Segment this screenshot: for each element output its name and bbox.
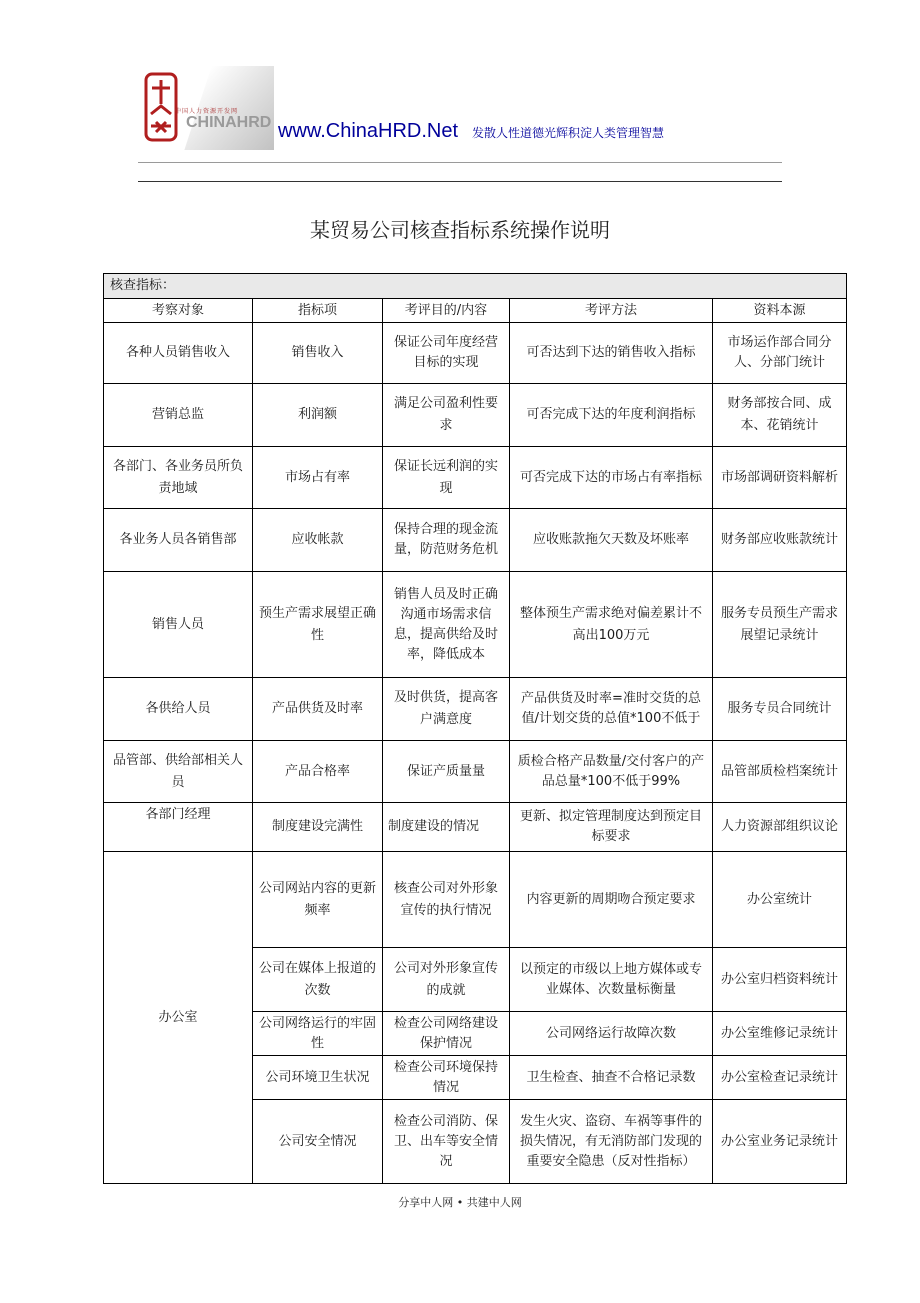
cell-source: 服务专员预生产需求展望记录统计: [713, 572, 847, 678]
cell-source: 市场运作部合同分人、分部门统计: [713, 323, 847, 384]
cell-source: 办公室业务记录统计: [713, 1100, 847, 1184]
cell-purpose: 公司对外形象宣传的成就: [383, 948, 510, 1012]
cell-method: 可否达到下达的销售收入指标: [510, 323, 713, 384]
header-divider-top: [138, 162, 782, 163]
site-url-link[interactable]: www.ChinaHRD.Net: [278, 120, 459, 142]
cell-subject: 各部门经理: [104, 803, 253, 852]
cell-source: 财务部按合同、成本、花销统计: [713, 384, 847, 447]
cell-subject: 各业务人员各销售部: [104, 509, 253, 572]
cell-method: 应收账款拖欠天数及坏账率: [510, 509, 713, 572]
cell-source: 办公室统计: [713, 852, 847, 948]
cell-subject: 各供给人员: [104, 678, 253, 741]
cell-item: 产品供货及时率: [253, 678, 383, 741]
cell-purpose: 检查公司网络建设保护情况: [383, 1012, 510, 1056]
table-row: [104, 678, 847, 741]
cell-item: 公司网络运行的牢固性: [253, 1012, 383, 1056]
table-row: [104, 323, 847, 384]
cell-method: 以预定的市级以上地方媒体或专业媒体、次数量标衡量: [510, 948, 713, 1012]
cell-subject: 销售人员: [104, 572, 253, 678]
cell-source: 人力资源部组织议论: [713, 803, 847, 852]
cell-item: 制度建设完满性: [253, 803, 383, 852]
site-logo: [138, 66, 274, 150]
cell-purpose: 及时供货，提高客户满意度: [383, 678, 510, 741]
cell-method: 卫生检查、抽查不合格记录数: [510, 1056, 713, 1100]
column-header-method: 考评方法: [510, 299, 713, 323]
table-row: [104, 384, 847, 447]
cell-method: 公司网络运行故障次数: [510, 1012, 713, 1056]
cell-purpose: 检查公司消防、保卫、出车等安全情况: [383, 1100, 510, 1184]
page-footer: 分享中人网 • 共建中人网: [398, 1196, 522, 1209]
cell-method: 可否完成下达的年度利润指标: [510, 384, 713, 447]
table-row: [104, 852, 847, 948]
cell-purpose: 保持合理的现金流量，防范财务危机: [383, 509, 510, 572]
cell-purpose: 核查公司对外形象宣传的执行情况: [383, 852, 510, 948]
cell-subject: 营销总监: [104, 384, 253, 447]
cell-source: 财务部应收账款统计: [713, 509, 847, 572]
cell-method: 可否完成下达的市场占有率指标: [510, 447, 713, 509]
cell-item: 公司安全情况: [253, 1100, 383, 1184]
column-header-subject: 考察对象: [104, 299, 253, 323]
table-caption: 核查指标：: [104, 274, 847, 299]
logo-subtitle: 中国人力资源开发网: [175, 108, 239, 115]
cell-item: 市场占有率: [253, 447, 383, 509]
cell-source: 服务专员合同统计: [713, 678, 847, 741]
table-caption-row: [104, 274, 847, 299]
cell-subject: 各种人员销售收入: [104, 323, 253, 384]
cell-source: 办公室维修记录统计: [713, 1012, 847, 1056]
table-row: [104, 803, 847, 852]
cell-subject-office: 办公室: [104, 852, 253, 1184]
cell-subject: 品管部、供给部相关人员: [104, 741, 253, 803]
table-row: [104, 572, 847, 678]
column-header-item: 指标项: [253, 299, 383, 323]
cell-source: 办公室归档资料统计: [713, 948, 847, 1012]
cell-item: 公司在媒体上报道的次数: [253, 948, 383, 1012]
cell-item: 公司环境卫生状况: [253, 1056, 383, 1100]
cell-method: 更新、拟定管理制度达到预定目标要求: [510, 803, 713, 852]
cell-method: 产品供货及时率=准时交货的总值/计划交货的总值*100不低于: [510, 678, 713, 741]
cell-item: 产品合格率: [253, 741, 383, 803]
logo-brand-text: CHINAHRD: [186, 114, 272, 131]
site-slogan: 发散人性道德光辉积淀人类管理智慧: [472, 126, 665, 140]
column-header-source: 资料本源: [713, 299, 847, 323]
cell-item: 应收帐款: [253, 509, 383, 572]
table-row: [104, 509, 847, 572]
cell-purpose: 保证公司年度经营目标的实现: [383, 323, 510, 384]
cell-purpose: 检查公司环境保持情况: [383, 1056, 510, 1100]
cell-item: 销售收入: [253, 323, 383, 384]
cell-purpose: 制度建设的情况: [383, 803, 510, 852]
cell-source: 品管部质检档案统计: [713, 741, 847, 803]
cell-item: 公司网站内容的更新频率: [253, 852, 383, 948]
cell-purpose: 保证长远利润的实现: [383, 447, 510, 509]
cell-purpose: 销售人员及时正确沟通市场需求信息，提高供给及时率，降低成本: [383, 572, 510, 678]
cell-item: 利润额: [253, 384, 383, 447]
cell-purpose: 保证产质量量: [383, 741, 510, 803]
indicator-table: [103, 273, 847, 1184]
cell-source: 办公室检查记录统计: [713, 1056, 847, 1100]
cell-method: 发生火灾、盗窃、车祸等事件的损失情况，有无消防部门发现的重要安全隐患（反对性指标）: [510, 1100, 713, 1184]
cell-item: 预生产需求展望正确性: [253, 572, 383, 678]
document-title: 某贸易公司核查指标系统操作说明: [310, 218, 610, 242]
cell-method: 内容更新的周期吻合预定要求: [510, 852, 713, 948]
cell-source: 市场部调研资料解析: [713, 447, 847, 509]
column-header-purpose: 考评目的/内容: [383, 299, 510, 323]
table-row: [104, 447, 847, 509]
header-divider-bottom: [138, 181, 782, 182]
cell-purpose: 满足公司盈利性要求: [383, 384, 510, 447]
table-header-row: [104, 299, 847, 323]
table-row: [104, 741, 847, 803]
cell-method: 整体预生产需求绝对偏差累计不高出100万元: [510, 572, 713, 678]
cell-method: 质检合格产品数量/交付客户的产品总量*100不低于99%: [510, 741, 713, 803]
cell-subject: 各部门、各业务员所负责地域: [104, 447, 253, 509]
